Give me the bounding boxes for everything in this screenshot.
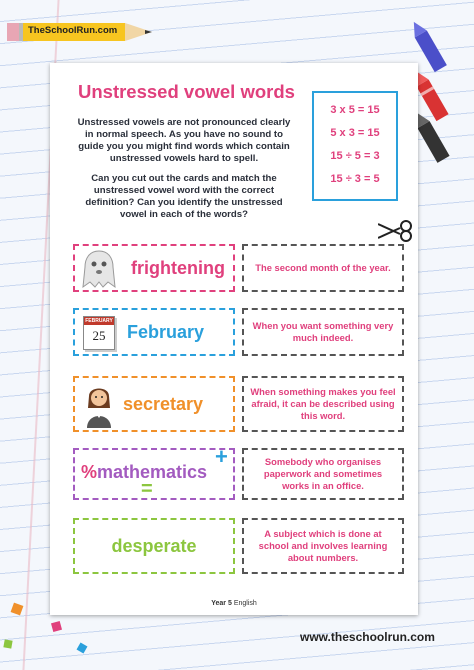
worksheet-page bbox=[50, 63, 418, 615]
definition-card[interactable] bbox=[242, 376, 404, 432]
worksheet-title: Unstressed vowel words bbox=[78, 81, 295, 102]
footer-subject: English bbox=[233, 600, 257, 607]
logo-text: TheSchoolRun.com bbox=[28, 25, 118, 36]
calendar-day: 25 bbox=[92, 328, 106, 343]
math-example: 15 ÷ 3 = 5 bbox=[330, 173, 380, 185]
definition-card[interactable] bbox=[242, 244, 404, 292]
website-url[interactable]: www.theschoolrun.com bbox=[300, 630, 435, 644]
word-label: February bbox=[127, 322, 205, 342]
scissors-icon bbox=[378, 220, 414, 242]
word-card-february[interactable] bbox=[73, 308, 235, 356]
word-card-desperate[interactable] bbox=[73, 518, 235, 574]
word-label: secretary bbox=[123, 394, 204, 414]
plus-symbol-icon: + bbox=[215, 444, 228, 469]
calendar-month: FEBRUARY bbox=[85, 318, 113, 324]
worksheet-footer bbox=[50, 600, 418, 607]
math-examples-box bbox=[312, 91, 398, 201]
definition-text: The second month of the year. bbox=[255, 262, 391, 273]
definition-card[interactable] bbox=[242, 448, 404, 500]
definition-text: A subject which is done at school and involves learning about numbers. bbox=[258, 528, 388, 563]
definition-text: When you want something very much indeed. bbox=[252, 320, 394, 343]
percent-symbol-icon: % bbox=[81, 462, 98, 482]
word-card-frightening[interactable] bbox=[73, 244, 235, 292]
confetti-decoration bbox=[3, 639, 12, 648]
word-label: frightening bbox=[131, 258, 225, 278]
intro-paragraph-1: Unstressed vowels are not pronounced clearly in normal speech. As you have no sound to guide you you might find words which contain unstressed vowels hard to spell. bbox=[77, 117, 291, 164]
word-card-mathematics[interactable] bbox=[73, 444, 235, 500]
footer-year: Year 5 bbox=[211, 600, 232, 607]
intro-paragraph-2: Can you cut out the cards and match the unstressed vowel word with the correct definition? Can you identify the unstressed vowel in each of the words? bbox=[85, 173, 283, 220]
word-label: desperate bbox=[111, 536, 197, 556]
word-card-secretary[interactable] bbox=[73, 376, 235, 432]
calendar-icon bbox=[83, 316, 115, 350]
definition-card[interactable] bbox=[242, 518, 404, 574]
ghost-icon bbox=[81, 249, 117, 289]
math-example: 3 x 5 = 15 bbox=[330, 104, 380, 116]
definition-text: When something makes you feel afraid, it can be described using this word. bbox=[250, 386, 396, 421]
secretary-icon bbox=[83, 382, 115, 428]
math-example: 15 ÷ 5 = 3 bbox=[330, 150, 380, 162]
word-label: mathematics bbox=[97, 462, 208, 482]
math-example: 5 x 3 = 15 bbox=[330, 127, 380, 139]
definition-text: Somebody who organises paperwork and sometimes works in an office. bbox=[263, 456, 383, 491]
equals-symbol-icon: = bbox=[141, 478, 153, 500]
definition-card[interactable] bbox=[242, 308, 404, 356]
